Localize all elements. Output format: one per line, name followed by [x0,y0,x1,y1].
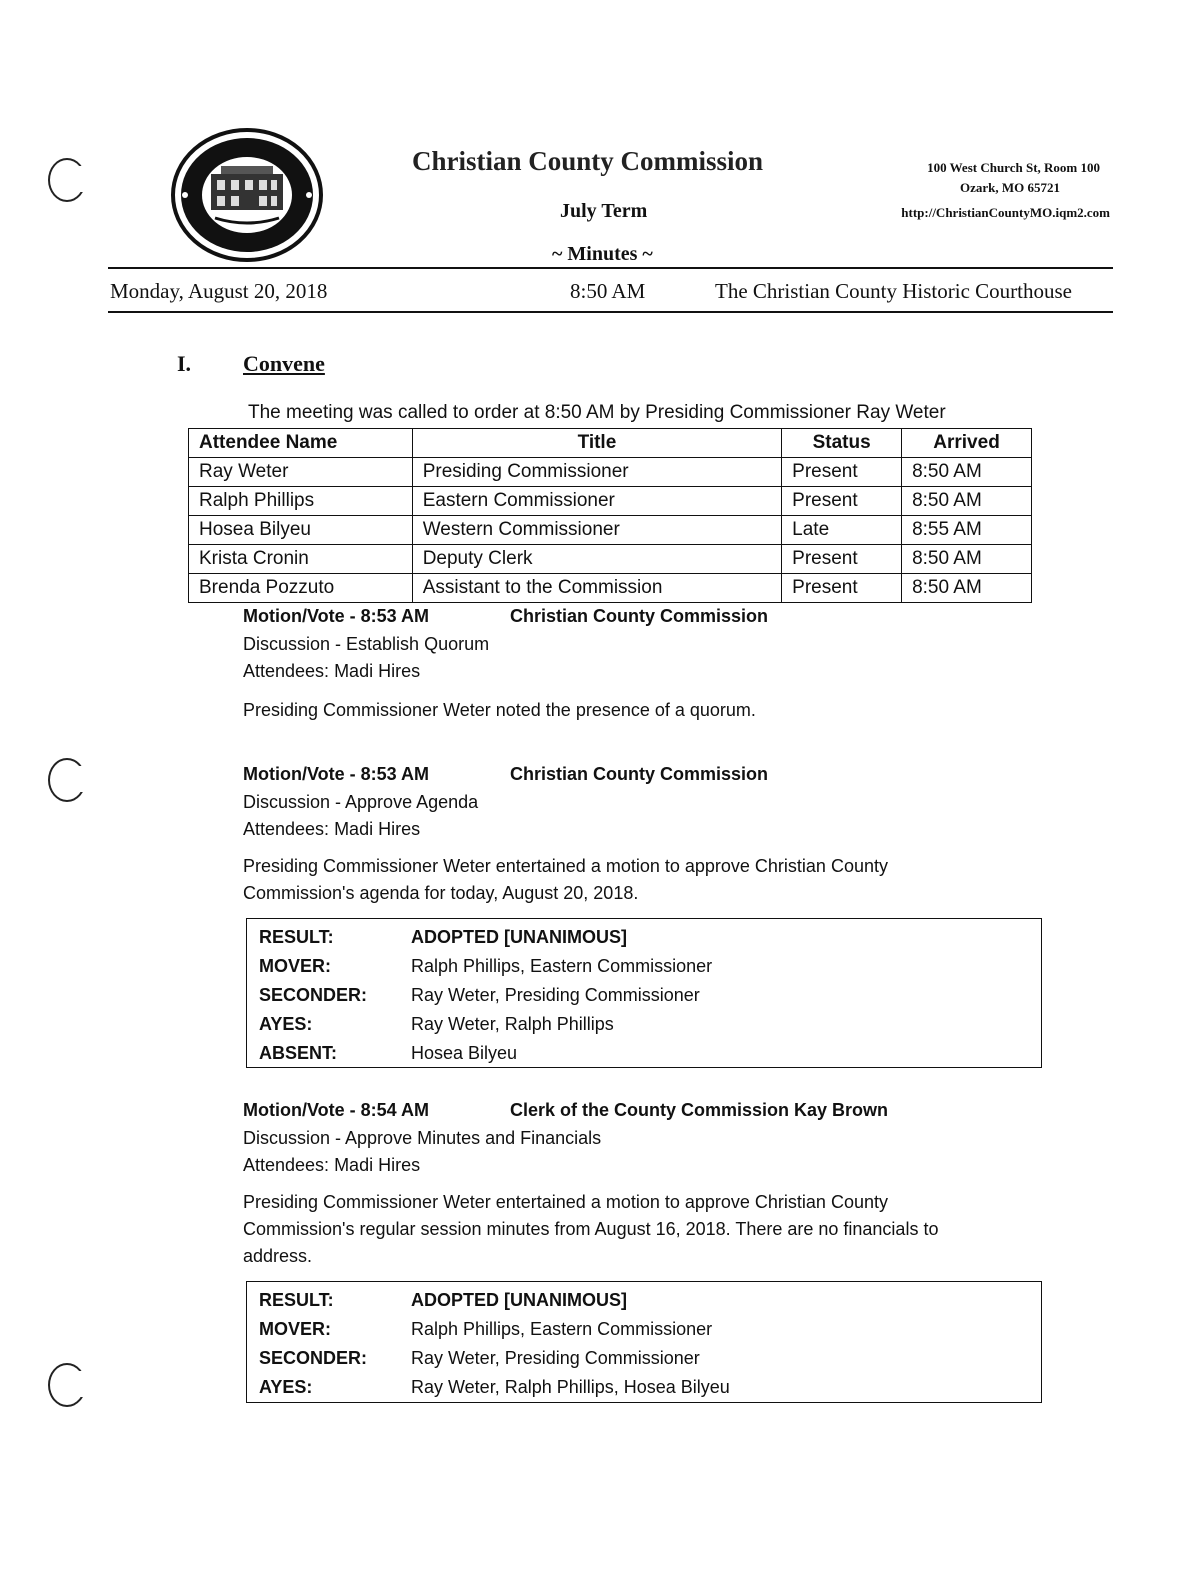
motion-discussion: Discussion - Approve Minutes and Financials [243,1128,602,1148]
minutes-label: ~ Minutes ~ [552,243,653,265]
motion-note: Presiding Commissioner Weter entertained a motion to approve Christian County [243,856,888,876]
attendee-title: Eastern Commissioner [412,487,781,516]
meeting-time: 8:50 AM [570,279,646,303]
result-label: RESULT: [259,1290,334,1310]
attendee-status: Present [782,574,902,603]
seconder-value: Ray Weter, Presiding Commissioner [411,985,700,1005]
result-label: RESULT: [259,927,334,947]
motion-body: Christian County Commission [510,606,769,626]
term-label: July Term [560,200,648,222]
attendee-name: Krista Cronin [189,545,413,574]
attendee-status: Present [782,487,902,516]
motion-label: Motion/Vote - 8:53 AM [243,606,429,626]
attendee-title: Assistant to the Commission [412,574,781,603]
attendee-status: Late [782,516,902,545]
ayes-label: AYES: [259,1377,313,1397]
ayes-value: Ray Weter, Ralph Phillips, Hosea Bilyeu [411,1377,730,1397]
result-value: ADOPTED [UNANIMOUS] [411,1290,627,1310]
motion-discussion: Discussion - Approve Agenda [243,792,479,812]
divider [108,311,1113,313]
attendee-title: Presiding Commissioner [412,458,781,487]
motion-label: Motion/Vote - 8:54 AM [243,1100,429,1120]
mover-value: Ralph Phillips, Eastern Commissioner [411,956,713,976]
attendee-name: Ralph Phillips [189,487,413,516]
table-row [189,487,1032,516]
motion-note: Presiding Commissioner Weter noted the presence of a quorum. [243,700,756,720]
binder-hole [48,758,86,802]
called-to-order-text: The meeting was called to order at 8:50 AM by Presiding Commissioner Ray Weter [248,402,946,423]
motion-attendees: Attendees: Madi Hires [243,1155,421,1175]
table-row [189,516,1032,545]
motion-note: address. [243,1246,313,1266]
attendee-arrived: 8:50 AM [902,487,1032,516]
address-line: 100 West Church St, Room 100 [927,160,1100,175]
seconder-label: SECONDER: [259,985,368,1005]
attendee-title: Deputy Clerk [412,545,781,574]
motion-body: Clerk of the County Commission Kay Brown [510,1100,889,1120]
vote-result-box [246,1281,1042,1403]
column-header: Arrived [902,429,1032,458]
attendee-title: Western Commissioner [412,516,781,545]
motion-discussion: Discussion - Establish Quorum [243,634,490,654]
ayes-label: AYES: [259,1014,313,1034]
mover-value: Ralph Phillips, Eastern Commissioner [411,1319,713,1339]
county-seal-logo [171,128,323,262]
absent-value: Hosea Bilyeu [411,1043,518,1063]
attendee-name: Ray Weter [189,458,413,487]
result-value: ADOPTED [UNANIMOUS] [411,927,627,947]
table-row [189,458,1032,487]
attendee-arrived: 8:50 AM [902,545,1032,574]
section-number: I. [177,351,192,376]
column-header: Attendee Name [189,429,413,458]
mover-label: MOVER: [259,956,331,976]
absent-label: ABSENT: [259,1043,338,1063]
table-header-row [189,429,1032,458]
meeting-location: The Christian County Historic Courthouse [715,279,1072,303]
table-row [189,574,1032,603]
motion-body: Christian County Commission [510,764,769,784]
attendee-name: Hosea Bilyeu [189,516,413,545]
attendee-arrived: 8:55 AM [902,516,1032,545]
column-header: Status [782,429,902,458]
binder-hole [48,158,86,202]
column-header: Title [412,429,781,458]
section-title: Convene [243,351,325,376]
meeting-date: Monday, August 20, 2018 [110,279,328,303]
ayes-value: Ray Weter, Ralph Phillips [411,1014,614,1034]
motion-note: Presiding Commissioner Weter entertained a motion to approve Christian County [243,1192,888,1212]
attendee-arrived: 8:50 AM [902,458,1032,487]
table-row [189,545,1032,574]
attendee-name: Brenda Pozzuto [189,574,413,603]
website-link[interactable]: http://ChristianCountyMO.iqm2.com [901,205,1110,220]
address-city: Ozark, MO 65721 [959,180,1060,195]
vote-result-box [246,918,1042,1068]
binder-hole [48,1363,86,1407]
attendee-status: Present [782,545,902,574]
seconder-label: SECONDER: [259,1348,368,1368]
motion-attendees: Attendees: Madi Hires [243,819,421,839]
mover-label: MOVER: [259,1319,331,1339]
attendee-arrived: 8:50 AM [902,574,1032,603]
page-title: Christian County Commission [412,146,764,176]
motion-label: Motion/Vote - 8:53 AM [243,764,429,784]
seconder-value: Ray Weter, Presiding Commissioner [411,1348,700,1368]
motion-note: Commission's regular session minutes from August 16, 2018. There are no financials to [243,1219,939,1239]
attendee-status: Present [782,458,902,487]
motion-attendees: Attendees: Madi Hires [243,661,421,681]
divider [108,267,1113,269]
motion-note: Commission's agenda for today, August 20, 2018. [243,883,639,903]
attendance-table [188,428,1032,603]
